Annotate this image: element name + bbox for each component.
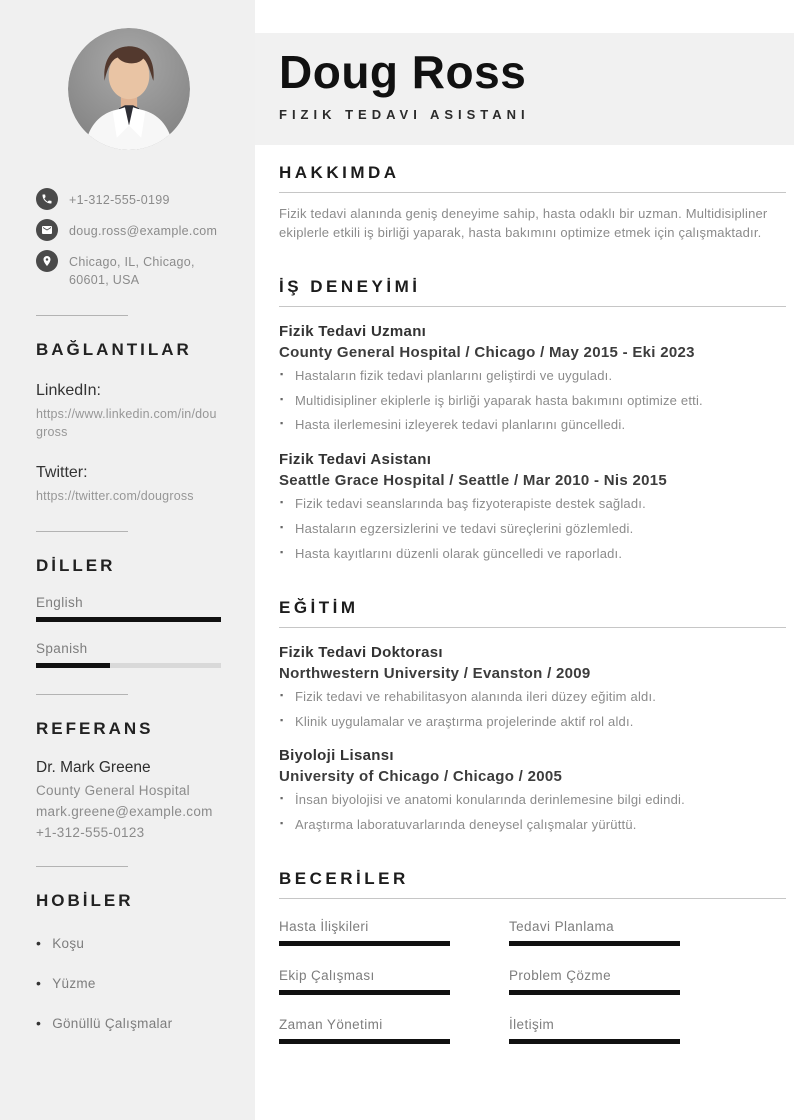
divider xyxy=(36,866,128,867)
skill-bar xyxy=(279,990,450,995)
job-entry xyxy=(279,451,786,564)
degree-bullet: ▪ İnsan biyolojisi ve anatomi konularında derinlemesine bilgi edindi. xyxy=(279,791,786,810)
email-address: doug.ross@example.com xyxy=(69,224,218,238)
contact-info xyxy=(36,188,221,289)
contact-phone-row xyxy=(36,188,221,210)
degree-bullets xyxy=(279,688,786,732)
job-title: Fizik Tedavi Asistanı xyxy=(279,451,432,469)
job-bullet: ▪ Hasta ilerlemesini izleyerek tedavi planlarını güncelledi. xyxy=(279,416,786,435)
job-entry xyxy=(279,323,786,436)
sidebar xyxy=(0,0,255,1120)
skill-bar xyxy=(509,941,680,946)
education-heading: EĞİTİM xyxy=(279,597,359,617)
language-bar xyxy=(36,663,221,668)
twitter-url[interactable]: https://twitter.com/dougross xyxy=(36,488,194,503)
degree-title: Fizik Tedavi Doktorası xyxy=(279,643,443,661)
skills-grid xyxy=(279,919,786,1044)
language-bar xyxy=(36,617,221,622)
divider xyxy=(279,627,786,628)
divider xyxy=(36,315,128,316)
header-band xyxy=(255,33,794,145)
skill-bar-fill xyxy=(279,941,450,946)
education-entry xyxy=(279,644,786,732)
linkedin-url[interactable]: https://www.linkedin.com/in/dougross xyxy=(36,407,217,440)
job-meta: County General Hospital / Chicago / May 2015 - Eki 2023 xyxy=(279,343,695,361)
reference-email: mark.greene@example.com xyxy=(36,803,213,819)
profile-photo xyxy=(68,28,190,150)
divider xyxy=(36,694,128,695)
skill-bar-fill xyxy=(509,941,680,946)
divider xyxy=(279,306,786,307)
contact-email-row xyxy=(36,219,221,241)
skill-bar-fill xyxy=(279,990,450,995)
degree-bullets xyxy=(279,791,786,835)
about-section xyxy=(255,163,794,243)
skill-name: Hasta İlişkileri xyxy=(279,919,369,935)
skill-name: Tedavi Planlama xyxy=(509,919,615,935)
hobby-item: • Koşu xyxy=(36,935,221,951)
address-line1: Chicago, IL, Chicago, xyxy=(69,255,195,269)
language-bar-fill xyxy=(36,617,221,622)
experience-heading: İŞ DENEYİMİ xyxy=(279,276,421,296)
person-title: FIZIK TEDAVI ASISTANI xyxy=(279,107,530,123)
hobbies-heading: HOBİLER xyxy=(36,890,134,910)
divider xyxy=(279,898,786,899)
about-text: Fizik tedavi alanında geniş deneyime sahip, hasta odaklı bir uzman. Multidisipliner ekiplerle etkili iş birliği yaparak, hasta bakımını optimize etmek için çalışmaktadır. xyxy=(279,206,768,240)
degree-meta: University of Chicago / Chicago / 2005 xyxy=(279,768,563,786)
address-line2: 60601, USA xyxy=(69,273,140,288)
job-meta: Seattle Grace Hospital / Seattle / Mar 2010 - Nis 2015 xyxy=(279,472,668,490)
skill-bar-fill xyxy=(509,990,680,995)
job-title: Fizik Tedavi Uzmanı xyxy=(279,322,427,340)
degree-meta: Northwestern University / Evanston / 2009 xyxy=(279,664,591,682)
job-bullet: ▪ Hasta kayıtlarını düzenli olarak güncelledi ve raporladı. xyxy=(279,545,786,564)
skill-name: İletişim xyxy=(509,1017,555,1033)
skill-item xyxy=(509,1017,680,1044)
main-column xyxy=(255,0,794,1120)
job-bullet: ▪ Hastaların egzersizlerini ve tedavi süreçlerini gözlemledi. xyxy=(279,520,786,539)
hobby-item: • Gönüllü Çalışmalar xyxy=(36,1015,221,1031)
skill-name: Ekip Çalışması xyxy=(279,968,375,984)
education-section xyxy=(255,598,794,835)
address xyxy=(69,250,195,289)
skill-item xyxy=(509,968,680,995)
degree-title: Biyoloji Lisansı xyxy=(279,747,394,765)
languages-heading: DİLLER xyxy=(36,555,116,575)
job-bullet: ▪ Multidisipliner ekiplerle iş birliği yaparak hasta bakımını optimize etti. xyxy=(279,392,786,411)
degree-bullet: ▪ Klinik uygulamalar ve araştırma projelerinde aktif rol aldı. xyxy=(279,713,786,732)
divider xyxy=(279,192,786,193)
language-name: Spanish xyxy=(36,640,88,656)
twitter-label: Twitter: xyxy=(36,463,88,481)
job-bullets xyxy=(279,495,786,564)
map-pin-icon xyxy=(36,250,58,272)
skill-item xyxy=(279,919,450,946)
envelope-icon xyxy=(36,219,58,241)
skill-bar xyxy=(279,1039,450,1044)
skill-bar xyxy=(279,941,450,946)
person-name: Doug Ross xyxy=(279,46,527,98)
degree-bullet: ▪ Fizik tedavi ve rehabilitasyon alanında ileri düzey eğitim aldı. xyxy=(279,688,786,707)
language-name: English xyxy=(36,594,84,610)
hobby-item: • Yüzme xyxy=(36,975,221,991)
reference-organization: County General Hospital xyxy=(36,782,190,798)
degree-bullet: ▪ Araştırma laboratuvarlarında deneysel çalışmalar yürüttü. xyxy=(279,816,786,835)
job-bullet: ▪ Fizik tedavi seanslarında baş fizyoterapiste destek sağladı. xyxy=(279,495,786,514)
education-entry xyxy=(279,747,786,835)
skill-item xyxy=(279,968,450,995)
avatar xyxy=(68,28,190,150)
skill-name: Problem Çözme xyxy=(509,968,611,984)
about-heading: HAKKIMDA xyxy=(279,163,400,182)
skill-item xyxy=(279,1017,450,1044)
language-item xyxy=(36,595,221,622)
experience-section xyxy=(255,277,794,564)
job-bullet: ▪ Hastaların fizik tedavi planlarını geliştirdi ve uyguladı. xyxy=(279,367,786,386)
skill-bar xyxy=(509,1039,680,1044)
contact-address-row xyxy=(36,250,221,289)
phone-icon xyxy=(36,188,58,210)
links-heading: BAĞLANTILAR xyxy=(36,340,192,360)
skill-bar-fill xyxy=(279,1039,450,1044)
divider xyxy=(36,531,128,532)
job-bullets xyxy=(279,367,786,436)
skill-name: Zaman Yönetimi xyxy=(279,1017,383,1033)
reference-name: Dr. Mark Greene xyxy=(36,758,151,776)
phone-number: +1-312-555-0199 xyxy=(69,193,170,207)
skill-bar xyxy=(509,990,680,995)
skill-item xyxy=(509,919,680,946)
skills-heading: BECERİLER xyxy=(279,869,409,889)
reference-heading: REFERANS xyxy=(36,718,154,738)
reference-phone: +1-312-555-0123 xyxy=(36,824,145,840)
skill-bar-fill xyxy=(509,1039,680,1044)
language-item xyxy=(36,641,221,668)
skills-section xyxy=(255,869,794,1044)
linkedin-label: LinkedIn: xyxy=(36,382,101,400)
language-bar-fill xyxy=(36,663,110,668)
